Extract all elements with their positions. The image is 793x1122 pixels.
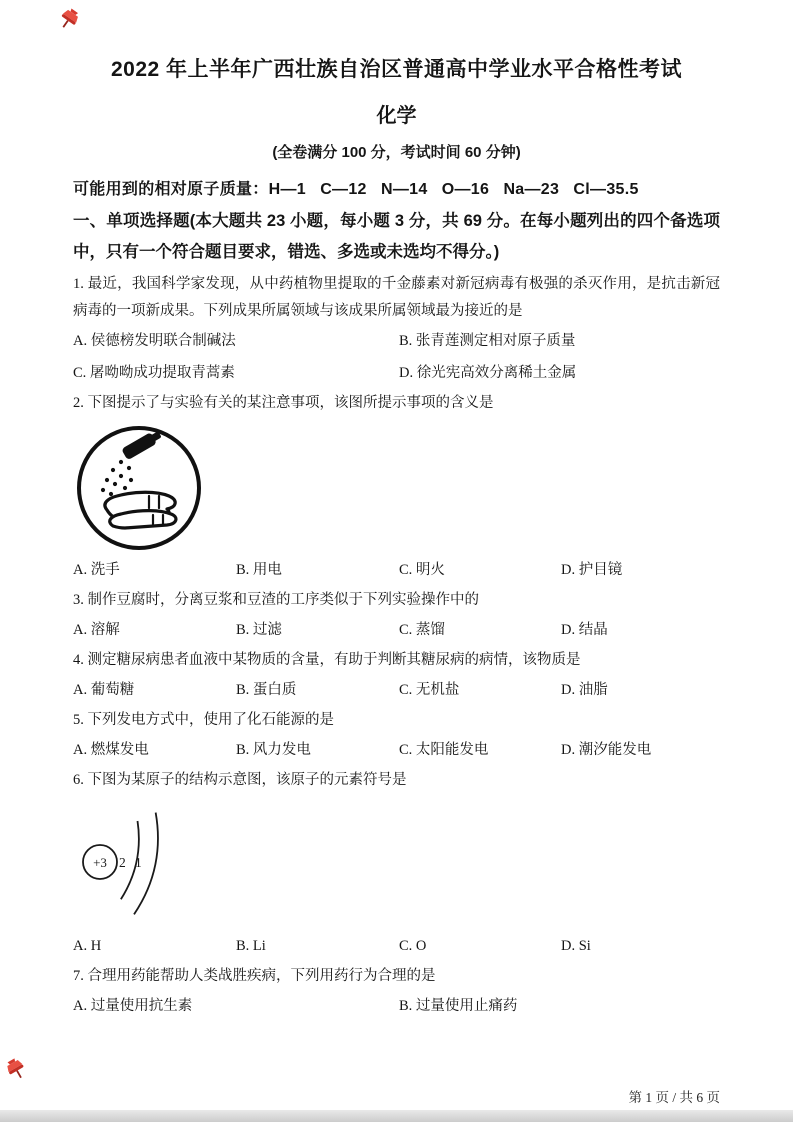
question-1-options xyxy=(73,328,720,386)
red-pushpin-icon xyxy=(56,6,82,32)
atom-structure-diagram xyxy=(73,796,720,930)
bottom-edge xyxy=(0,1110,793,1122)
question-4-options xyxy=(73,677,720,703)
question-3-options xyxy=(73,617,720,643)
atomic-mass-note: 可能用到的相对原子质量：H—1 C—12 N—14 O—16 Na—23 Cl—35.5 xyxy=(73,181,639,199)
option-c: C. O xyxy=(399,938,427,955)
question-5-text: 5. 下列发电方式中，使用了化石能源的是 xyxy=(73,712,334,729)
option-a: A. 洗手 xyxy=(73,562,120,579)
red-pushpin-icon xyxy=(3,1056,29,1082)
subject-title: 化学 xyxy=(376,105,417,128)
option-b: B. 张青莲测定相对原子质量 xyxy=(399,333,576,350)
page-footer: 第 1 页 / 共 6 页 xyxy=(628,1090,720,1105)
option-b: B. 蛋白质 xyxy=(236,682,297,699)
question-7-options xyxy=(73,993,720,1019)
section-header: 一、单项选择题(本大题共 23 小题，每小题 3 分，共 69 分。在每小题列出的四个备选项中，只有一个符合题目要求，错选、多选或未选均不得分。) xyxy=(73,212,720,262)
option-b: B. 过量使用止痛药 xyxy=(399,998,518,1015)
question-3-text: 3. 制作豆腐时，分离豆浆和豆渣的工序类似于下列实验操作中的 xyxy=(73,592,479,609)
option-d: D. 徐光宪高效分离稀土金属 xyxy=(399,365,577,382)
option-c: C. 明火 xyxy=(399,562,445,579)
option-a: A. 燃煤发电 xyxy=(73,742,149,759)
option-a: A. 侯德榜发明联合制碱法 xyxy=(73,333,236,350)
option-c: C. 无机盐 xyxy=(399,682,460,699)
option-d: D. Si xyxy=(561,938,591,955)
handwashing-icon xyxy=(73,422,720,554)
question-2-options xyxy=(73,557,720,583)
option-d: D. 油脂 xyxy=(561,682,608,699)
shell1-electron-label: 2 xyxy=(119,855,126,871)
nucleus-charge-label: +3 xyxy=(93,855,107,871)
page-title: 2022 年上半年广西壮族自治区普通高中学业水平合格性考试 xyxy=(110,58,683,81)
question-6-text: 6. 下图为某原子的结构示意图，该原子的元素符号是 xyxy=(73,772,407,789)
option-b: B. 风力发电 xyxy=(236,742,311,759)
option-d: D. 潮汐能发电 xyxy=(561,742,652,759)
option-c: C. 蒸馏 xyxy=(399,622,445,639)
exam-meta: (全卷满分 100 分，考试时间 60 分钟) xyxy=(272,144,521,162)
question-6-options xyxy=(73,933,720,959)
option-c: C. 太阳能发电 xyxy=(399,742,489,759)
option-b: B. 过滤 xyxy=(236,622,282,639)
option-a: A. 葡萄糖 xyxy=(73,682,135,699)
question-1-text: 1. 最近，我国科学家发现，从中药植物里提取的千金藤素对新冠病毒有极强的杀灭作用，是抗击新冠病毒的一项新成果。下列成果所属领域与该成果所属领域最为接近的是 xyxy=(73,276,720,320)
option-d: D. 护目镜 xyxy=(561,562,623,579)
option-b: B. 用电 xyxy=(236,562,282,579)
option-c: C. 屠呦呦成功提取青蒿素 xyxy=(73,365,235,382)
shell2-electron-label: 1 xyxy=(135,855,142,871)
option-a: A. 过量使用抗生素 xyxy=(73,998,193,1015)
option-b: B. Li xyxy=(236,938,266,955)
question-4-text: 4. 测定糖尿病患者血液中某物质的含量，有助于判断其糖尿病的病情，该物质是 xyxy=(73,652,581,669)
question-5-options xyxy=(73,737,720,763)
option-a: A. H xyxy=(73,938,102,955)
option-d: D. 结晶 xyxy=(561,622,608,639)
question-2-text: 2. 下图提示了与实验有关的某注意事项，该图所提示事项的含义是 xyxy=(73,395,494,412)
option-a: A. 溶解 xyxy=(73,622,120,639)
question-7-text: 7. 合理用药能帮助人类战胜疾病，下列用药行为合理的是 xyxy=(73,968,436,985)
